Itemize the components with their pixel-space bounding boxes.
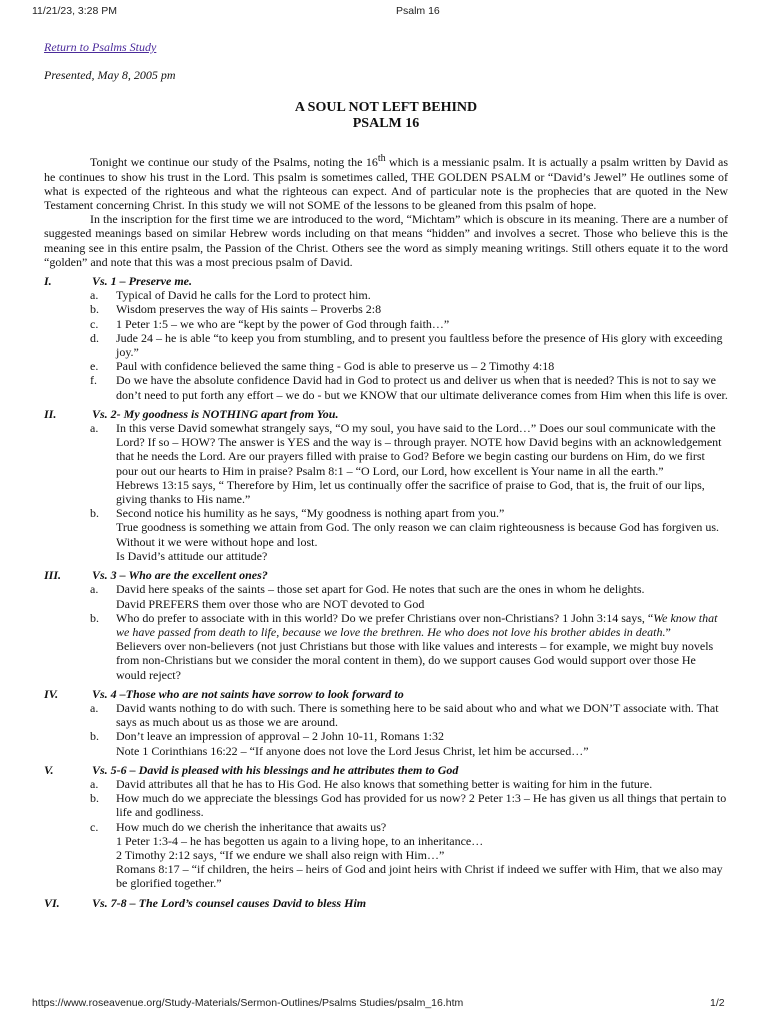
item-letter: b. <box>90 610 99 625</box>
item-quote-italic: We know that we have passed from death to life, because we love the brethren. He who does not love his brother abides in death. <box>116 610 718 639</box>
item-body <box>116 317 728 331</box>
outline-item <box>90 317 728 331</box>
item-text: Second notice his humility as he says, “My goodness is nothing apart from you.” <box>116 506 505 521</box>
item-line <box>116 597 728 611</box>
item-text: David PREFERS them over those who are NOT devoted to God <box>116 596 425 611</box>
section-heading: Vs. 1 – Preserve me. <box>92 274 192 289</box>
paragraph-text: In the inscription for the first time we are introduced to the word, “Michtam” which is obscure in its meaning. There are a number of suggested meanings based on similar Hebrew words including on that means “hidden” and involves a secret. Those who believe this is the meaning see in this entire psalm, the Passion of the Christ. Others see the word as simply meaning writings. Still others equate it to the word “golden” and note that this was a most precious psalm of David. <box>44 212 728 269</box>
outline-section <box>44 568 728 582</box>
outline-item <box>90 791 728 819</box>
item-letter: b. <box>90 791 99 806</box>
section-item-list <box>90 701 728 758</box>
section-heading: Vs. 5-6 – David is pleased with his blessings and he attributes them to God <box>92 762 459 777</box>
outline-section <box>44 407 728 421</box>
item-line <box>116 820 728 834</box>
outline-item <box>90 373 728 401</box>
document-title: A SOUL NOT LEFT BEHIND <box>294 100 478 116</box>
paragraph-text: which is a messianic psalm. It is actually a psalm written by David as he continues to show his trust in the Lord. This psalm is sometimes called, THE GOLDEN PSALM or “David’s Jewel” He outlines some of what is expected of the righteous and what the righteous can expect. And of particular note is the prophecies that are quoted in the New Testament concerning Christ. In this study we will not SOME of the lessons to be gleaned from this psalm of hope. <box>44 155 728 213</box>
item-letter: b. <box>90 506 99 521</box>
item-line <box>116 549 728 563</box>
item-body <box>116 729 728 757</box>
outline-item <box>90 582 728 610</box>
item-line <box>116 302 728 316</box>
outline-item <box>90 506 728 563</box>
item-body <box>116 611 728 682</box>
item-line <box>116 288 728 302</box>
section-heading: Vs. 4 –Those who are not saints have sorrow to look forward to <box>92 686 404 701</box>
section-numeral: II. <box>44 406 57 421</box>
paragraph-text: Tonight we continue our study of the Psalms, noting the 16 <box>90 155 378 170</box>
item-body <box>116 701 728 729</box>
item-line <box>116 639 728 682</box>
item-line <box>116 317 728 331</box>
item-text: Wisdom preserves the way of His saints – Proverbs 2:8 <box>116 302 382 317</box>
item-body <box>116 288 728 302</box>
outline-item <box>90 359 728 373</box>
item-letter: a. <box>90 582 99 597</box>
outline-item <box>90 820 728 891</box>
presented-date: Presented, May 8, 2005 pm <box>44 68 176 83</box>
item-letter: a. <box>90 776 99 791</box>
item-text: Is David’s attitude our attitude? <box>116 548 268 563</box>
item-letter: a. <box>90 288 99 303</box>
item-body <box>116 506 728 563</box>
item-letter: e. <box>90 359 99 374</box>
document-subtitle: PSALM 16 <box>352 116 420 132</box>
item-line <box>116 331 728 359</box>
item-body <box>116 777 728 791</box>
item-letter: b. <box>90 302 99 317</box>
item-line <box>116 848 728 862</box>
return-to-psalms-link[interactable]: Return to Psalms Study <box>44 40 157 54</box>
item-line <box>116 791 728 819</box>
item-line <box>116 478 728 506</box>
intro-paragraph <box>44 212 728 269</box>
item-line <box>116 506 728 520</box>
item-letter: a. <box>90 421 99 436</box>
section-numeral: VI. <box>44 895 60 910</box>
item-line <box>116 373 728 401</box>
browser-footer-url: https://www.roseavenue.org/Study-Materials/Sermon-Outlines/Psalms Studies/psalm_16.htm <box>32 997 464 1009</box>
item-text: In this verse David somewhat strangely says, “O my soul, you have said to the Lord…” Does our soul communicate with the Lord? If so – HOW? The answer is YES and the way is – through prayer. NOTE how David begins with an acknowledgement that he needs the Lord. Are our prayers filled with praise to God? Before we begin casting our burdens on Him, do we first pour out our hearts to Him in praise? Psalm 8:1 – “O Lord, our Lord, how excellent is Your name in all the earth.” <box>116 421 722 478</box>
item-line <box>116 777 728 791</box>
item-text: Don’t leave an impression of approval – 2 John 10-11, Romans 1:32 <box>116 729 444 744</box>
section-item-list <box>90 777 728 891</box>
item-line <box>116 359 728 373</box>
outline-item <box>90 331 728 359</box>
item-text: David attributes all that he has to His God. He also knows that something better is waiting for him in the future. <box>116 776 653 791</box>
browser-header-title: Psalm 16 <box>396 5 440 17</box>
item-text: Typical of David he calls for the Lord to protect him. <box>116 288 371 303</box>
item-text: ” <box>665 624 671 639</box>
item-text: Jude 24 – he is able “to keep you from stumbling, and to present you faultless before the presence of His glory with exceeding joy.” <box>116 330 723 360</box>
item-text: How much do we cherish the inheritance that awaits us? <box>116 819 387 834</box>
item-body <box>116 421 728 506</box>
item-line <box>116 862 728 890</box>
outline-sections <box>44 274 728 910</box>
section-item-list <box>90 421 728 563</box>
outline-item <box>90 302 728 316</box>
section-item-list <box>90 582 728 681</box>
item-line <box>116 611 728 639</box>
outline-section <box>44 687 728 701</box>
browser-header-datetime: 11/21/23, 3:28 PM <box>32 5 118 17</box>
item-body <box>116 331 728 359</box>
item-text: 2 Timothy 2:12 says, “If we endure we shall also reign with Him…” <box>116 847 445 862</box>
section-numeral: III. <box>44 568 62 583</box>
item-letter: c. <box>90 819 99 834</box>
item-letter: d. <box>90 330 99 345</box>
item-text: Do we have the absolute confidence David had in God to protect us and deliver us when that is needed? This is not to say we don’t need to put forth any effort – we do - but we KNOW that our ultimate deliverance comes from Him when this life is over. <box>116 373 728 402</box>
outline-section <box>44 896 728 910</box>
section-numeral: I. <box>44 274 52 289</box>
document-body <box>44 40 728 910</box>
item-text: How much do we appreciate the blessings God has provided for us now? 2 Peter 1:3 – He has given us all things that pertain to life and godliness. <box>116 791 727 820</box>
section-item-list <box>90 288 728 402</box>
browser-footer-page-number: 1/2 <box>710 997 725 1009</box>
outline-item <box>90 611 728 682</box>
outline-section <box>44 763 728 777</box>
item-text: David wants nothing to do with such. There is something here to be said about who and what we DON’T associate with. That says as much about us as those we are around. <box>116 700 719 730</box>
item-text: 1 Peter 1:5 – we who are “kept by the power of God through faith…” <box>116 316 450 331</box>
item-line <box>116 834 728 848</box>
item-body <box>116 302 728 316</box>
item-line <box>116 421 728 478</box>
item-text: Paul with confidence believed the same thing - God is able to preserve us – 2 Timothy 4:18 <box>116 359 555 374</box>
item-letter: f. <box>90 373 97 388</box>
outline-item <box>90 777 728 791</box>
outline-item <box>90 701 728 729</box>
item-line <box>116 582 728 596</box>
outline-item <box>90 729 728 757</box>
item-text: True goodness is something we attain from God. The only reason we can claim righteousness is because God has forgiven us. Without it we were without hope and lost. <box>116 520 719 549</box>
item-text: Hebrews 13:15 says, “ Therefore by Him, let us continually offer the sacrifice of praise to God, that is, the fruit of our lips, giving thanks to His name.” <box>116 477 705 507</box>
item-line <box>116 744 728 758</box>
intro-paragraph <box>44 152 728 212</box>
intro-paragraphs <box>44 152 728 269</box>
outline-item <box>90 288 728 302</box>
item-text: 1 Peter 1:3-4 – he has begotten us again to a living hope, to an inheritance… <box>116 833 484 848</box>
item-body <box>116 820 728 891</box>
item-text: David here speaks of the saints – those set apart for God. He notes that such are the ones in whom he delights. <box>116 582 645 597</box>
item-letter: a. <box>90 700 99 715</box>
section-heading: Vs. 2- My goodness is NOTHING apart from You. <box>92 406 339 421</box>
item-line <box>116 729 728 743</box>
section-numeral: V. <box>44 762 54 777</box>
item-text: Romans 8:17 – “if children, the heirs – heirs of God and joint heirs with Christ if indeed we suffer with Him, that we also may be glorified together.” <box>116 862 723 891</box>
outline-item <box>90 421 728 506</box>
item-line <box>116 520 728 548</box>
item-body <box>116 791 728 819</box>
item-body <box>116 359 728 373</box>
item-letter: c. <box>90 316 99 331</box>
item-text: Believers over non-believers (not just Christians but those with like values and interests – for example, we might buy novels from non-Christians but we consider the moral content in them), do we support causes God would support over those He would reject? <box>116 639 714 682</box>
item-body <box>116 373 728 401</box>
item-body <box>116 582 728 610</box>
item-text: Who do prefer to associate with in this world? Do we prefer Christians over non-Christians? 1 John 3:14 says, “ <box>116 610 654 625</box>
section-numeral: IV. <box>44 686 59 701</box>
section-heading: Vs. 7-8 – The Lord’s counsel causes David to bless Him <box>92 895 367 910</box>
superscript-text: th <box>377 153 386 165</box>
section-heading: Vs. 3 – Who are the excellent ones? <box>92 568 268 583</box>
item-letter: b. <box>90 729 99 744</box>
item-line <box>116 701 728 729</box>
outline-section <box>44 274 728 288</box>
item-text: Note 1 Corinthians 16:22 – “If anyone does not love the Lord Jesus Christ, let him be accursed…” <box>116 743 589 758</box>
